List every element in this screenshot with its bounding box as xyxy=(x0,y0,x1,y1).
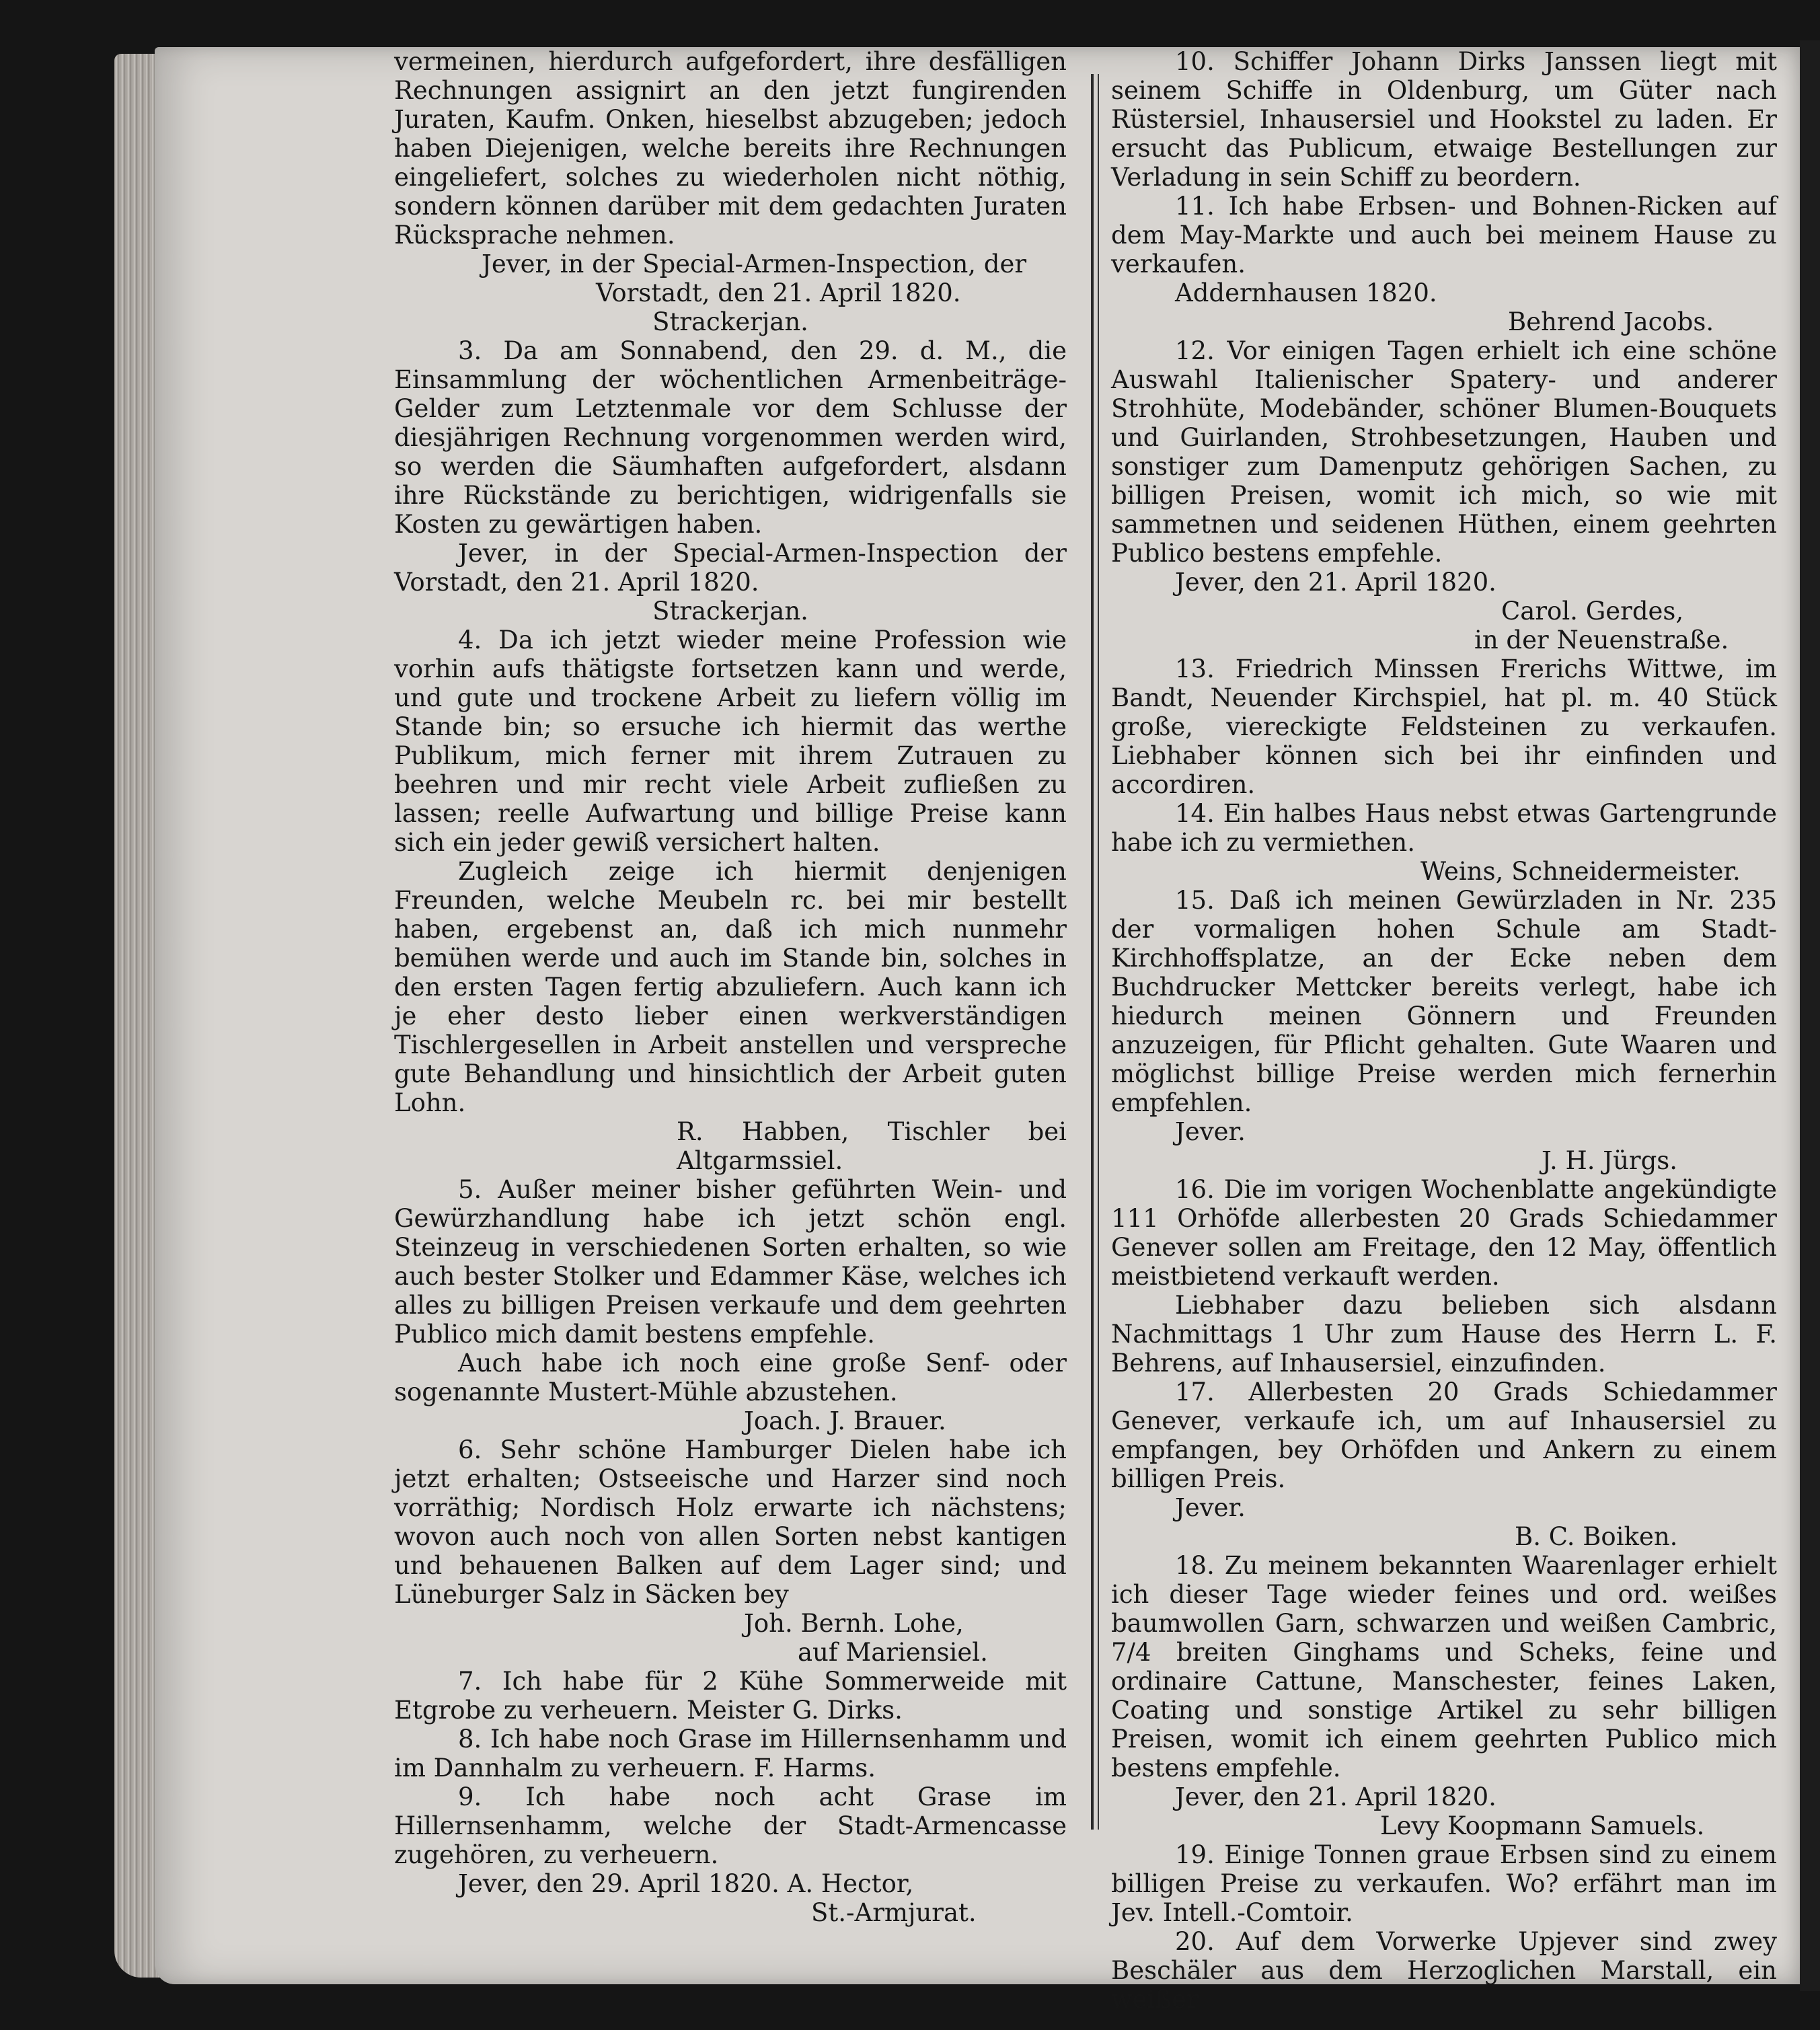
notice-9-place-date: Jever, den 29. April 1820. A. Hector, xyxy=(458,1869,914,1898)
notice-7: 7. Ich habe für 2 Kühe Sommerweide mit Etgrobe zu verheuern. Meister G. Dirks. xyxy=(394,1667,1067,1725)
notice-16: 16. Die im vorigen Wochenblatte angekündigte 111 Orhöfde allerbesten 20 Grads Schiedammer Genever sollen am Freitage, den 12 May, öffentlich meistbietend verkauft werden. xyxy=(1111,1175,1777,1291)
notice-18-place-date: Jever, den 21. April 1820. xyxy=(1175,1782,1496,1811)
notice-20: 20. Auf dem Vorwerke Upjever sind zwey Beschäler aus dem Herzoglichen Marstall, ein weißer xyxy=(1111,1927,1777,2014)
notice-5-signature: Joach. J. Brauer. xyxy=(744,1406,946,1435)
notice-signature-date: Vorstadt, den 21. April 1820. xyxy=(596,278,961,307)
notice-14: 14. Ein halbes Haus nebst etwas Gartengrunde habe ich zu vermiethen. xyxy=(1111,799,1777,857)
notice-12-address: in der Neuenstraße. xyxy=(1474,626,1729,654)
notice-15-signature: J. H. Jürgs. xyxy=(1542,1146,1678,1175)
notice-6-signature: Joh. Bernh. Lohe, xyxy=(744,1609,964,1638)
notice-16-addendum: Liebhaber dazu belieben sich alsdann Nachmittags 1 Uhr zum Hause des Herrn L. F. Behrens, auf Inhausersiel, einzufinden. xyxy=(1111,1291,1777,1378)
notice-3-signature: Strackerjan. xyxy=(652,597,808,626)
binding-shadow xyxy=(1800,40,1820,1991)
notice-17-place: Jever. xyxy=(1175,1493,1246,1522)
notice-10: 10. Schiffer Johann Dirks Janssen liegt mit seinem Schiffe in Oldenburg, um Güter nach Rüstersiel, Inhausersiel und Hookstel zu laden. Er ersucht das Publicum, etwaige Bestellungen zur Verladung in sein Schiff zu beordern. xyxy=(1111,47,1777,192)
notice-9-signature: St.-Armjurat. xyxy=(811,1898,977,1927)
notice-6-location: auf Mariensiel. xyxy=(798,1638,988,1667)
left-column xyxy=(394,47,1067,1927)
notice-13: 13. Friedrich Minssen Frerichs Wittwe, im Bandt, Neuender Kirchspiel, hat pl. m. 40 Stück große, viereckigte Feldsteinen zu verkaufen. Liebhaber können sich bei ihr einfinden und accordiren. xyxy=(1111,654,1777,799)
notice-continuation: vermeinen, hierdurch aufgefordert, ihre desfälligen Rechnungen assignirt an den jetzt fungirenden Juraten, Kaufm. Onken, hieselbst abzugeben; jedoch haben Diejenigen, welche bereits ihre Rechnungen eingeliefert, solches zu wiederholen nicht nöthig, sondern können darüber mit dem gedachten Juraten Rücksprache nehmen. xyxy=(394,47,1067,250)
notice-18-signature: Levy Koopmann Samuels. xyxy=(1380,1811,1705,1840)
notice-17-signature: B. C. Boiken. xyxy=(1515,1522,1678,1551)
notice-9: 9. Ich habe noch acht Grase im Hillernsenhamm, welche der Stadt-Armencasse zugehören, zu verheuern. xyxy=(394,1782,1067,1869)
notice-4: 4. Da ich jetzt wieder meine Profession wie vorhin aufs thätigste fortsetzen kann und werde, und gute und trockene Arbeit zu liefern völlig im Stande bin; so ersuche ich hiermit das werthe Publikum, mich ferner mit ihrem Zutrauen zu beehren und mir recht viele Arbeit zufließen zu lassen; reelle Aufwartung und billige Preise kann sich ein jeder gewiß versichert halten. xyxy=(394,626,1067,857)
notice-3: 3. Da am Sonnabend, den 29. d. M., die Einsammlung der wöchentlichen Armenbeiträge-Gelder zum Letztenmale vor dem Schlusse der diesjährigen Rechnung vorgenommen werden wird, so werden die Säumhaften aufgefordert, alsdann ihre Rückstände zu berichtigen, widrigenfalls sie Kosten zu gewärtigen haben. xyxy=(394,336,1067,539)
notice-5: 5. Außer meiner bisher geführten Wein- und Gewürzhandlung habe ich jetzt schön engl. Steinzeug in verschiedenen Sorten erhalten, so wie auch bester Stolker und Edammer Käse, welches ich alles zu billigen Preisen verkaufe und dem geehrten Publico mich damit bestens empfehle. xyxy=(394,1175,1067,1349)
notice-12-place-date: Jever, den 21. April 1820. xyxy=(1175,568,1496,597)
column-divider xyxy=(1091,74,1094,1830)
notice-15: 15. Daß ich meinen Gewürzladen in Nr. 235 der vormaligen hohen Schule am Stadt-Kirchhoffsplatze, an der Ecke neben dem Buchdrucker Mettcker bereits verlegt, habe ich hiedurch meinen Gönnern und Freunden anzuzeigen, für Pflicht gehalten. Gute Waaren und möglichst billige Preise werden mich fernerhin empfehlen. xyxy=(1111,886,1777,1117)
notice-11: 11. Ich habe Erbsen- und Bohnen-Ricken auf dem May-Markte und auch bei meinem Hause zu verkaufen. xyxy=(1111,192,1777,278)
notice-3-place-date: Jever, in der Special-Armen-Inspection der Vorstadt, den 21. April 1820. xyxy=(394,539,1067,597)
notice-signature-name: Strackerjan. xyxy=(652,307,808,336)
notice-15-place: Jever. xyxy=(1175,1117,1246,1146)
notice-17: 17. Allerbesten 20 Grads Schiedammer Genever, verkaufe ich, um auf Inhausersiel zu empfangen, bey Orhöfden und Ankern zu einem billigen Preis. xyxy=(1111,1378,1777,1493)
notice-signature-place: Jever, in der Special-Armen-Inspection, der xyxy=(482,250,1027,278)
notice-19: 19. Einige Tonnen graue Erbsen sind zu einem billigen Preise zu verkaufen. Wo? erfährt man im Jev. Intell.-Comtoir. xyxy=(1111,1840,1777,1927)
notice-4-signature: R. Habben, Tischler bei Altgarmssiel. xyxy=(677,1117,1067,1175)
notice-18: 18. Zu meinem bekannten Waarenlager erhielt ich dieser Tage wieder feines und ord. weißes baumwollen Garn, schwarzen und weißen Cambric, 7/4 breiten Ginghams und Scheks, feine und ordinaire Cattune, Manschester, feines Laken, Coating und sonstige Artikel zu sehr billigen Preisen, womit ich einem geehrten Publico mich bestens empfehle. xyxy=(1111,1551,1777,1782)
notice-11-signature: Behrend Jacobs. xyxy=(1508,307,1714,336)
notice-5-addendum: Auch habe ich noch eine große Senf- oder sogenannte Mustert-Mühle abzustehen. xyxy=(394,1349,1067,1406)
notice-11-place-date: Addernhausen 1820. xyxy=(1175,278,1437,307)
notice-12: 12. Vor einigen Tagen erhielt ich eine schöne Auswahl Italienischer Spatery- und anderer Strohhüte, Modebänder, schöner Blumen-Bouquets und Guirlanden, Strohbesetzungen, Hauben und sonstiger zum Damenputz gehörigen Sachen, zu billigen Preisen, womit ich mich, so wie mit sammetnen und seidenen Hüthen, einem geehrten Publico bestens empfehle. xyxy=(1111,336,1777,568)
notice-8: 8. Ich habe noch Grase im Hillernsenhamm und im Dannhalm zu verheuern. F. Harms. xyxy=(394,1725,1067,1782)
notice-12-signature: Carol. Gerdes, xyxy=(1501,597,1684,626)
notice-4-addendum: Zugleich zeige ich hiermit denjenigen Freunden, welche Meubeln rc. bei mir bestellt haben, ergebenst an, daß ich mich nunmehr bemühen werde und auch im Stande bin, solches in den ersten Tagen fertig abzuliefern. Auch kann ich je eher desto lieber einen werkverständigen Tischlergesellen in Arbeit anstellen und verspreche gute Behandlung und hinsichtlich der Arbeit guten Lohn. xyxy=(394,857,1067,1117)
notice-6: 6. Sehr schöne Hamburger Dielen habe ich jetzt erhalten; Ostseeische und Harzer sind noch vorräthig; Nordisch Holz erwarte ich nächstens; wovon auch noch von allen Sorten nebst kantigen und behauenen Balken auf dem Lager sind; und Lüneburger Salz in Säcken bey xyxy=(394,1435,1067,1609)
right-column xyxy=(1111,47,1777,2014)
notice-14-signature: Weins, Schneidermeister. xyxy=(1420,857,1741,886)
